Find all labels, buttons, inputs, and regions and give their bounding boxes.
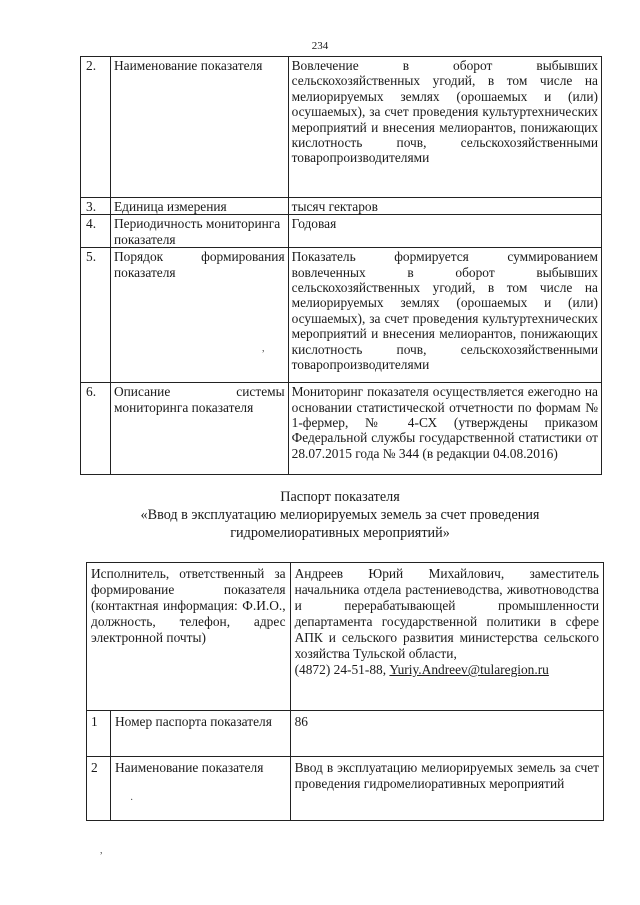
row-label: Наименование показателя — [110, 757, 290, 821]
row-number: 2. — [81, 57, 111, 198]
table-row — [87, 711, 604, 757]
row-number: 1 — [87, 711, 111, 757]
executor-details: Андреев Юрий Михайлович, заместитель начальника отдела растениеводства, животноводства и перерабатывающей промышленности департамента государственной политики в сфере АПК и сельского развития министерства сельского хозяйства Тульской области, — [294, 566, 599, 661]
passport-heading — [60, 488, 620, 542]
executor-phone: (4872) 24-51-88, — [294, 662, 390, 677]
table-row — [87, 757, 604, 821]
row-label: Периодичность мониторинга показателя — [110, 215, 288, 248]
row-value: 86 — [290, 711, 603, 757]
table-row — [87, 563, 604, 711]
row-value: Мониторинг показателя осуществляется ежегодно на основании статистической отчетности по формам № 1-фермер, № 4-СХ (утверждены приказом Федеральной службы государственной статистики от 28.07.2015 года № 344 (в редакции 04.08.2016) — [288, 383, 601, 475]
executor-email-link[interactable]: Yuriy.Andreev@tularegion.ru — [389, 662, 549, 677]
passport-subtitle-line-2: гидромелиоративных мероприятий» — [230, 525, 450, 541]
executor-label: Исполнитель, ответственный за формирование показателя (контактная информация: Ф.И.О., должность, телефон, адрес электронной почты) — [87, 563, 291, 711]
indicator-details-table — [80, 56, 602, 475]
row-label: Наименование показателя — [110, 57, 288, 198]
row-value: тысяч гектаров — [288, 198, 601, 215]
table-row — [81, 248, 602, 383]
scan-speck: , — [262, 343, 265, 354]
row-label: Единица измерения — [110, 198, 288, 215]
executor-value — [290, 563, 603, 711]
passport-title: Паспорт показателя — [280, 489, 400, 505]
row-label: Порядок формирования показателя — [110, 248, 288, 383]
row-value: Годовая — [288, 215, 601, 248]
row-label: Описание системы мониторинга показателя — [110, 383, 288, 475]
row-number: 6. — [81, 383, 111, 475]
table-row — [81, 57, 602, 198]
row-number: 5. — [81, 248, 111, 383]
row-value: Ввод в эксплуатацию мелиорируемых земель за счет проведения гидромелиоративных мероприятий — [290, 757, 603, 821]
passport-table — [86, 562, 604, 821]
row-label: Номер паспорта показателя — [110, 711, 290, 757]
scan-speck: · — [130, 795, 134, 806]
row-number: 4. — [81, 215, 111, 248]
scan-speck: , — [100, 845, 103, 856]
row-number: 2 — [87, 757, 111, 821]
passport-subtitle-line-1: «Ввод в эксплуатацию мелиорируемых земель за счет проведения — [140, 507, 540, 523]
row-value: Показатель формируется суммированием вовлеченных в оборот выбывших сельскохозяйственных угодий, в том числе на мелиорируемых землях (орошаемых и (или) осушаемых), за счет проведения культуртехнических мероприятий и внесения мелиорантов, понижающих кислотность почв, сельскохозяйственными товаропроизводителями — [288, 248, 601, 383]
row-value: Вовлечение в оборот выбывших сельскохозяйственных угодий, в том числе на мелиорируемых землях (орошаемых и (или) осушаемых), за счет проведения культуртехнических мероприятий и внесения мелиорантов, понижающих кислотность почв, сельскохозяйственными товаропроизводителями — [288, 57, 601, 198]
page-number: 234 — [311, 40, 329, 52]
table-row — [81, 215, 602, 248]
table-row — [81, 198, 602, 215]
table-row — [81, 383, 602, 475]
row-number: 3. — [81, 198, 111, 215]
